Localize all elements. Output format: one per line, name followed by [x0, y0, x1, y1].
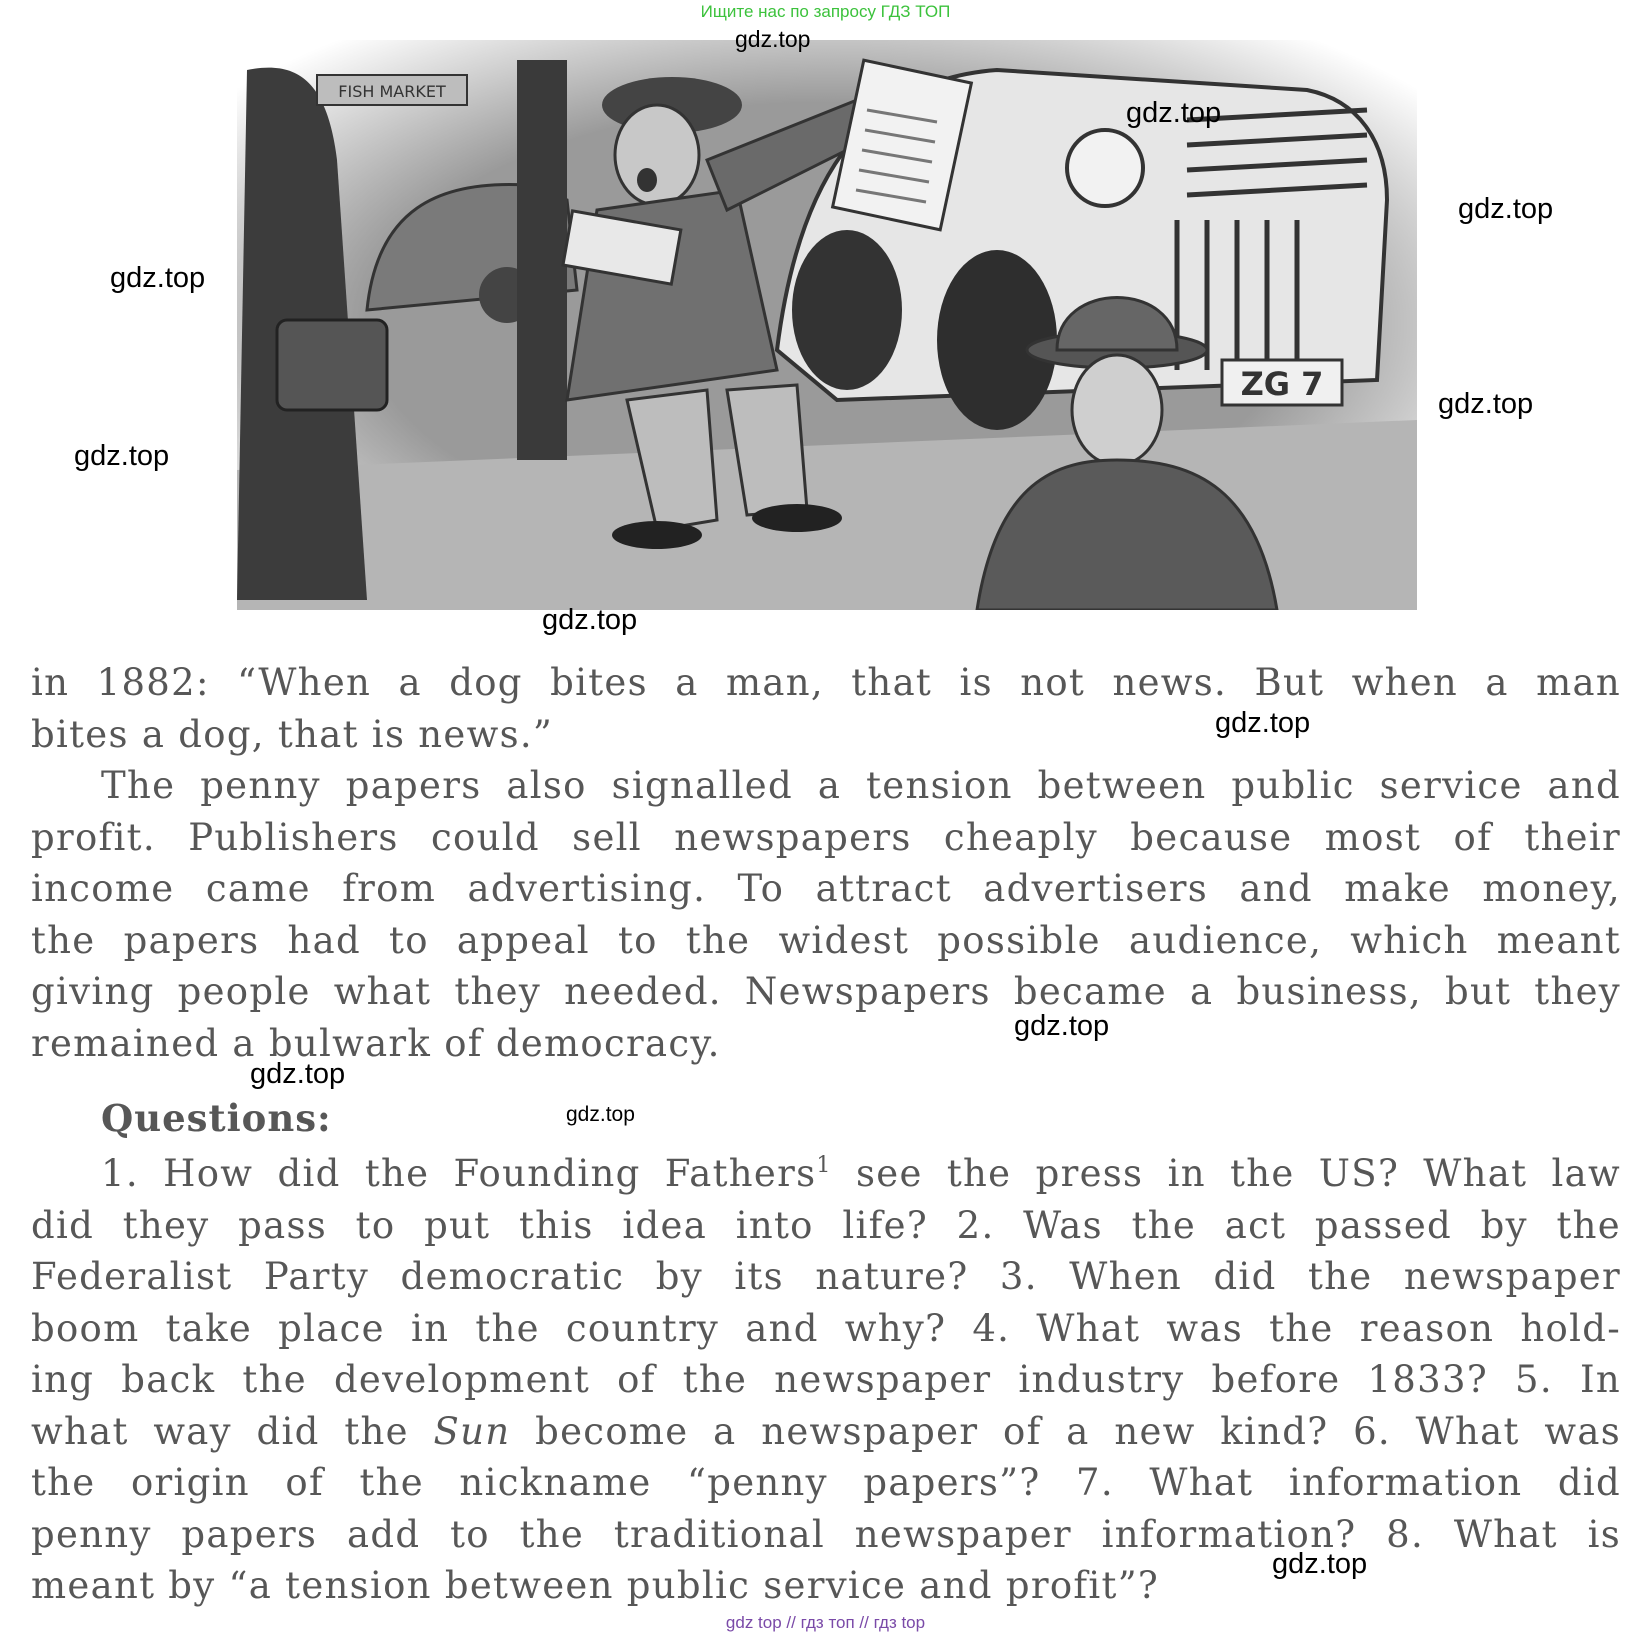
- car-front-wheel: [792, 230, 902, 390]
- briefcase: [277, 320, 387, 410]
- newsboy-illustration: [237, 40, 1417, 610]
- text-line: what way did the Sun become a newspaper of a new kind? 6. What was: [31, 1409, 1621, 1453]
- newsboy-face: [615, 105, 699, 205]
- text-line: in 1882: “When a dog bites a man, that is not news. But when a man: [31, 661, 1621, 704]
- text-line: 1. How did the Founding Fathers$^1$ see the press in the US? What law: [101, 1152, 1621, 1195]
- watermark: gdz.top: [566, 1103, 635, 1126]
- text-line: giving people what they needed. Newspapers became a business, but they: [31, 970, 1621, 1013]
- text-line: ing back the development of the newspaper industry before 1833? 5. In: [31, 1358, 1621, 1401]
- watermark: gdz.top: [1272, 1548, 1368, 1580]
- text-line: boom take place in the country and why? 4. What was the reason hold-: [31, 1306, 1621, 1350]
- sun-title: Sun: [433, 1409, 511, 1453]
- text-line: Federalist Party democratic by its nature? 3. When did the newspaper: [31, 1255, 1621, 1298]
- plate-text: ZG 7: [1240, 365, 1324, 403]
- car-headlight: [1067, 130, 1143, 206]
- watermark: gdz.top: [1458, 193, 1554, 225]
- text-line: income came from advertising. To attract advertisers and make money,: [31, 867, 1621, 910]
- paragraph-penny-papers: [31, 760, 1621, 1069]
- text-line: remained a bulwark of democracy.: [31, 1021, 721, 1065]
- newsboy-left-shoe: [612, 521, 702, 549]
- watermark: gdz.top: [542, 604, 638, 636]
- top-banner: Ищите нас по запросу ГДЗ ТОП: [700, 2, 951, 21]
- watermark: gdz.top: [1014, 1010, 1110, 1042]
- man-face: [1072, 355, 1162, 465]
- newsboy-mouth: [637, 168, 657, 192]
- questions-heading: Questions:: [101, 1096, 332, 1140]
- text-line: profit. Publishers could sell newspapers cheaply because most of their: [31, 815, 1621, 859]
- footnote-marker: 1: [816, 1153, 832, 1178]
- text-line: penny papers add to the traditional newspaper information? 8. What is: [31, 1512, 1621, 1556]
- watermark: gdz.top: [1126, 97, 1222, 129]
- sign-text: FISH MARKET: [338, 82, 446, 101]
- text-line: bites a dog, that is news.”: [31, 712, 554, 756]
- watermark: gdz.top: [735, 26, 811, 52]
- watermark: gdz.top: [110, 262, 206, 294]
- questions-body: [31, 1148, 1621, 1612]
- text-line: meant by “a tension between public service and profit”?: [31, 1564, 1160, 1607]
- text-line: did they pass to put this idea into life? 2. Was the act passed by the: [31, 1203, 1621, 1247]
- lamp-post: [517, 60, 567, 460]
- text-line: the papers had to appeal to the widest possible audience, which meant: [31, 918, 1621, 962]
- text-line: the origin of the nickname “penny papers”? 7. What information did: [31, 1461, 1621, 1504]
- bottom-banner: gdz top // гдз топ // гдз top: [725, 1613, 926, 1632]
- watermark: gdz.top: [74, 440, 170, 472]
- paragraph-quote: [31, 657, 1621, 760]
- watermark: gdz.top: [250, 1058, 346, 1090]
- newsboy-right-shoe: [752, 504, 842, 532]
- text-line: The penny papers also signalled a tension between public service and: [101, 764, 1621, 807]
- watermark: gdz.top: [1215, 707, 1311, 739]
- watermark: gdz.top: [1438, 388, 1534, 420]
